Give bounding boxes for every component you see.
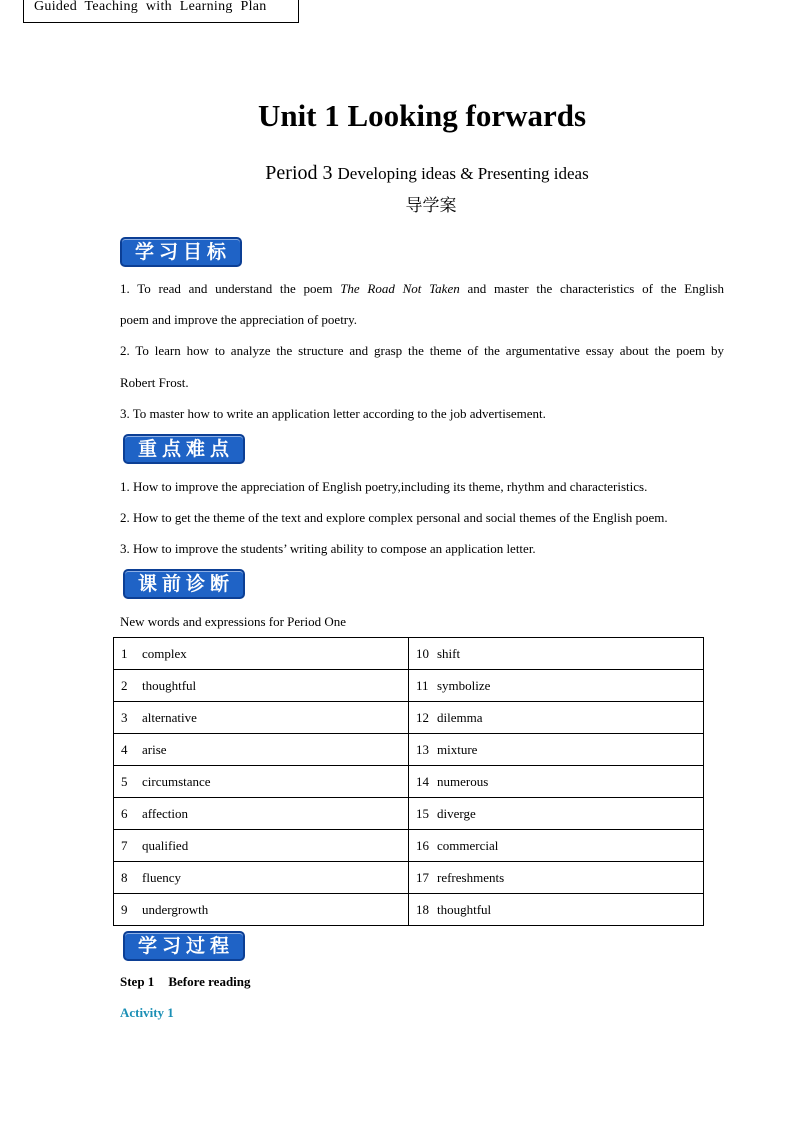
page-subtitle [0,160,794,187]
words-intro: New words and expressions for Period One [120,614,347,629]
word-text: circumstance [142,773,211,789]
table-cell [409,798,704,830]
table-cell [114,894,409,926]
step-label: Step 1 [120,974,155,989]
page-title: Unit 1 Looking forwards [257,98,587,133]
word-text: fluency [142,869,181,885]
word-number: 10 [416,645,429,661]
word-number: 2 [121,677,128,693]
table-row [114,798,704,830]
word-text: undergrowth [142,901,209,917]
table-cell [409,862,704,894]
word-number: 18 [416,901,429,917]
word-text: mixture [437,741,478,757]
objective-item-1 [120,280,724,298]
word-text: qualified [142,837,189,853]
table-cell [114,670,409,702]
word-number: 12 [416,709,429,725]
word-number: 9 [121,901,128,917]
table-cell [409,670,704,702]
objective-1-text-end: and master the characteristics of the English [467,281,724,296]
word-text: numerous [437,773,489,789]
key-point-item: 1. How to improve the appreciation of English poetry,including its theme, rhythm and characteristics. [120,479,648,494]
word-number: 6 [121,805,128,821]
objective-1-text-start: 1. To read and understand the poem [120,281,333,296]
key-point-item: 2. How to get the theme of the text and explore complex personal and social themes of the English poem. [120,510,668,525]
word-text: symbolize [437,677,491,693]
process-badge: 学习过程 [123,931,245,961]
word-number: 7 [121,837,128,853]
word-text: arise [142,741,167,757]
table-row [114,670,704,702]
period-topic: Developing ideas & Presenting ideas [337,164,589,183]
word-number: 1 [121,645,128,661]
poem-title: The Road Not Taken [340,281,460,296]
table-row [114,638,704,670]
plan-label: 导学案 [405,196,457,216]
table-cell [409,830,704,862]
step-name: Before reading [168,974,251,989]
word-number: 3 [121,709,128,725]
word-text: shift [437,645,461,661]
word-text: thoughtful [437,901,492,917]
table-cell [114,702,409,734]
table-row [114,734,704,766]
key-points-badge: 重点难点 [123,434,245,464]
table-cell [409,638,704,670]
word-number: 8 [121,869,128,885]
preview-badge: 课前诊断 [123,569,245,599]
activity-heading: Activity 1 [120,1005,174,1020]
table-cell [114,766,409,798]
word-text: affection [142,805,188,821]
word-number: 11 [416,677,429,693]
table-row [114,894,704,926]
objective-item-2: 2. To learn how to analyze the structure and grasp the theme of the argumentative essay about the poem by [120,343,724,358]
table-row [114,766,704,798]
table-cell [114,638,409,670]
word-number: 14 [416,773,429,789]
table-row [114,702,704,734]
table-row [114,830,704,862]
word-text: commercial [437,837,499,853]
table-row [114,862,704,894]
table-cell [114,862,409,894]
word-text: refreshments [437,869,505,885]
key-point-item: 3. How to improve the students’ writing ability to compose an application letter. [120,541,536,556]
word-number: 5 [121,773,128,789]
step-heading [120,973,251,991]
header-label: Guided Teaching with Learning Plan [23,0,299,23]
word-number: 13 [416,741,429,757]
objective-item-2-line-2: Robert Frost. [120,375,189,390]
word-text: dilemma [437,709,483,725]
table-cell [114,798,409,830]
word-number: 4 [121,741,128,757]
word-text: alternative [142,709,197,725]
table-cell [409,734,704,766]
word-number: 17 [416,869,429,885]
table-cell [114,830,409,862]
objectives-badge: 学习目标 [120,237,242,267]
word-text: thoughtful [142,677,197,693]
table-cell [409,894,704,926]
table-cell [114,734,409,766]
word-text: diverge [437,805,476,821]
table-cell [409,702,704,734]
period-label: Period 3 [265,162,333,184]
word-number: 15 [416,805,429,821]
objective-item-3: 3. To master how to write an application letter according to the job advertisement. [120,406,546,421]
table-cell [409,766,704,798]
vocabulary-table [113,637,704,926]
objective-item-1-line-2: poem and improve the appreciation of poetry. [120,312,358,327]
word-number: 16 [416,837,429,853]
word-text: complex [142,645,187,661]
